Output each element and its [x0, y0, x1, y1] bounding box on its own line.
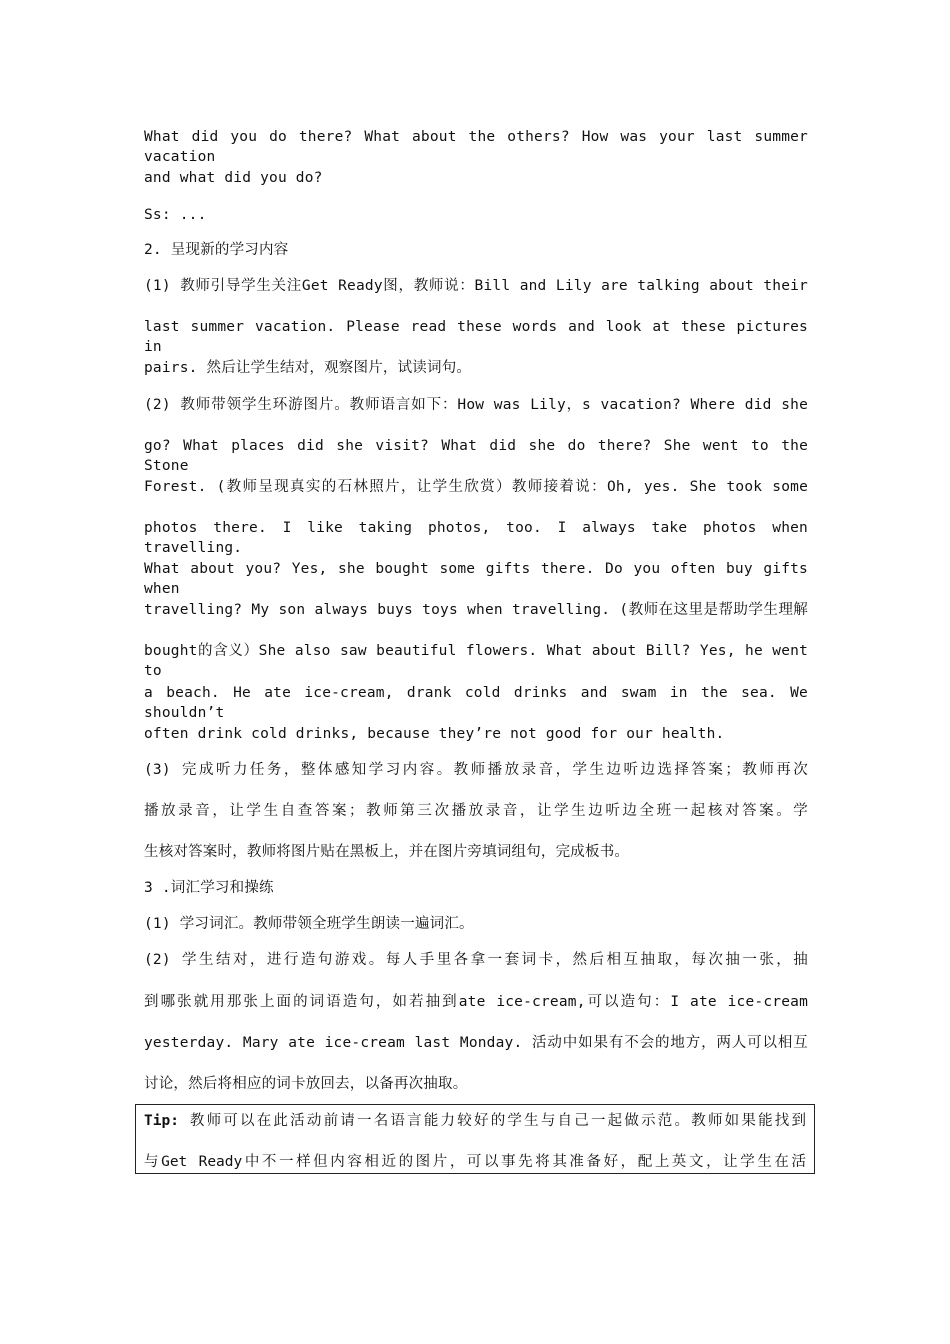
section-heading: 2. 呈现新的学习内容 — [144, 242, 289, 258]
text-line: (1) 教师引导学生关注Get Ready图，教师说：Bill and Lily are talking about their — [144, 278, 808, 294]
tip-box — [135, 1104, 815, 1174]
text-line: and what did you do? — [144, 170, 323, 186]
text-line: 到哪张就用那张上面的词语造句，如若抽到ate ice-cream,可以造句：I ate ice-cream — [144, 994, 808, 1010]
text-line: What did you do there? What about the others? How was your last summer vacation — [144, 129, 808, 165]
text-line: travelling? My son always buys toys when travelling. (教师在这里是帮助学生理解 — [144, 602, 808, 618]
text-line: Ss: ... — [144, 207, 207, 223]
text-line: (2) 教师带领学生环游图片。教师语言如下：How was Lily，s vacation? Where did she — [144, 397, 808, 413]
text-line: (1) 学习词汇。教师带领全班学生朗读一遍词汇。 — [144, 916, 474, 932]
text-line: pairs. 然后让学生结对，观察图片，试读词句。 — [144, 360, 472, 376]
text-line: (3) 完成听力任务，整体感知学习内容。教师播放录音，学生边听边选择答案；教师再次 — [144, 762, 808, 778]
text-line: Forest. (教师呈现真实的石林照片，让学生欣赏）教师接着说：Oh, yes. She took some — [144, 479, 808, 495]
text-line: bought的含义）She also saw beautiful flowers. What about Bill? Yes, he went to — [144, 643, 808, 679]
text-line: go? What places did she visit? What did she do there? She went to the Stone — [144, 438, 808, 474]
text-line: last summer vacation. Please read these words and look at these pictures in — [144, 319, 808, 355]
text-line: 讨论，然后将相应的词卡放回去，以备再次抽取。 — [144, 1076, 468, 1092]
tip-line: 与Get Ready中不一样但内容相近的图片，可以事先将其准备好，配上英文，让学生在活 — [144, 1154, 806, 1170]
text-line: 生核对答案时，教师将图片贴在黑板上，并在图片旁填词组句，完成板书。 — [144, 844, 630, 860]
tip-text: 教师可以在此活动前请一名语言能力较好的学生与自己一起做示范。教师如果能找到 — [189, 1113, 807, 1129]
text-line: often drink cold drinks, because they’re not good for our health. — [144, 726, 725, 742]
tip-line — [144, 1111, 806, 1131]
text-line: (2) 学生结对，进行造句游戏。每人手里各拿一套词卡，然后相互抽取，每次抽一张，抽 — [144, 952, 808, 968]
text-line: a beach. He ate ice-cream, drank cold drinks and swam in the sea. We shouldn’t — [144, 685, 808, 721]
text-line: photos there. I like taking photos, too. I always take photos when travelling. — [144, 520, 808, 556]
text-line: What about you? Yes, she bought some gifts there. Do you often buy gifts when — [144, 561, 808, 597]
text-line: yesterday. Mary ate ice-cream last Monday. 活动中如果有不会的地方，两人可以相互 — [144, 1035, 808, 1051]
tip-label: Tip: — [144, 1113, 179, 1129]
section-heading: 3 .词汇学习和操练 — [144, 880, 274, 896]
text-line: 播放录音，让学生自查答案；教师第三次播放录音，让学生边听边全班一起核对答案。学 — [144, 803, 808, 819]
